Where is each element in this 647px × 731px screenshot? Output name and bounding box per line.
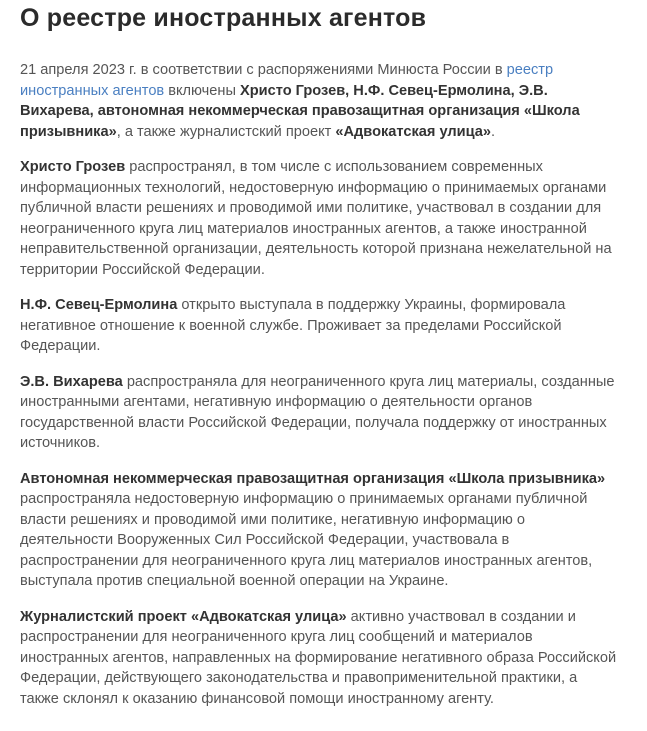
grozev-text: распространял, в том числе с использованием современных информационных технологий, недостоверную информацию о принимаемых органами публичной власти решениях и проводимой ими политике, участвовал в создании для неограниченного круга лиц материалов иностранных агентов, а также иностранной неправительственной организации, деятельность которой признана нежелательной на территории Российской Федерации. [20,159,612,278]
advocate-street-name: Журналистский проект «Адвокатская улица» [20,608,347,625]
foreign-agents-registry-link[interactable]: реестр иностранных агентов [20,62,554,99]
conscript-school-name: Автономная некоммерческая правозащитная организация «Школа призывника» [20,470,606,487]
page-title: О реестре иностранных агентов [20,4,427,32]
sevets-ermolina-paragraph [20,295,620,357]
conscript-school-text: распространяла недостоверную информацию о принимаемых органами публичной власти решениях и проводимой ими политике, негативную информацию о деятельности Вооруженных Сил Российской Федерации, участвовала в распространении для неограниченного круга лиц материалов иностранных агентов, выступала против специальной военной операции на Украине. [20,491,593,589]
intro-text: 21 апреля 2023 г. в соответствии с распоряжениями Минюста России в [20,62,507,78]
grozev-name: Христо Грозев [20,159,126,175]
vikhareva-paragraph [20,372,620,454]
intro-names: Христо Грозев, Н.Ф. Севец-Ермолина, Э.В. Вихарева, автономная некоммерческая правозащитная организация «Школа призывника» [20,82,580,140]
intro-end: . [491,123,496,140]
intro-mid2-text: , а также журналистский проект [116,123,336,140]
vikhareva-name: Э.В. Вихарева [20,373,123,390]
grozev-paragraph [20,157,620,280]
intro-mid-text: включены [164,82,241,99]
intro-project-name: «Адвокатская улица» [335,123,492,140]
sevets-ermolina-text: открыто выступала в поддержку Украины, формировала негативное отношение к военной службе. Проживает за пределами Российской Федерации. [20,297,566,354]
conscript-school-paragraph [20,469,620,592]
article [20,0,620,724]
advocate-street-paragraph [20,607,620,710]
sevets-ermolina-name: Н.Ф. Севец-Ермолина [20,297,178,313]
vikhareva-text: распространяла для неограниченного круга лиц материалы, созданные иностранными агентами, негативную информацию о деятельности органов государственной власти Российской Федерации, получала поддержку от иностранных источников. [20,373,615,451]
advocate-street-text: активно участвовал в создании и распространении для неограниченного круга лиц сообщений и материалов иностранных агентов, направленных на формирование негативного образа Российской Федерации, действующего законодательства и правоприменительной практики, а также склонял к оказанию финансовой помощи иностранному агенту. [20,608,617,707]
intro-paragraph [20,60,620,142]
